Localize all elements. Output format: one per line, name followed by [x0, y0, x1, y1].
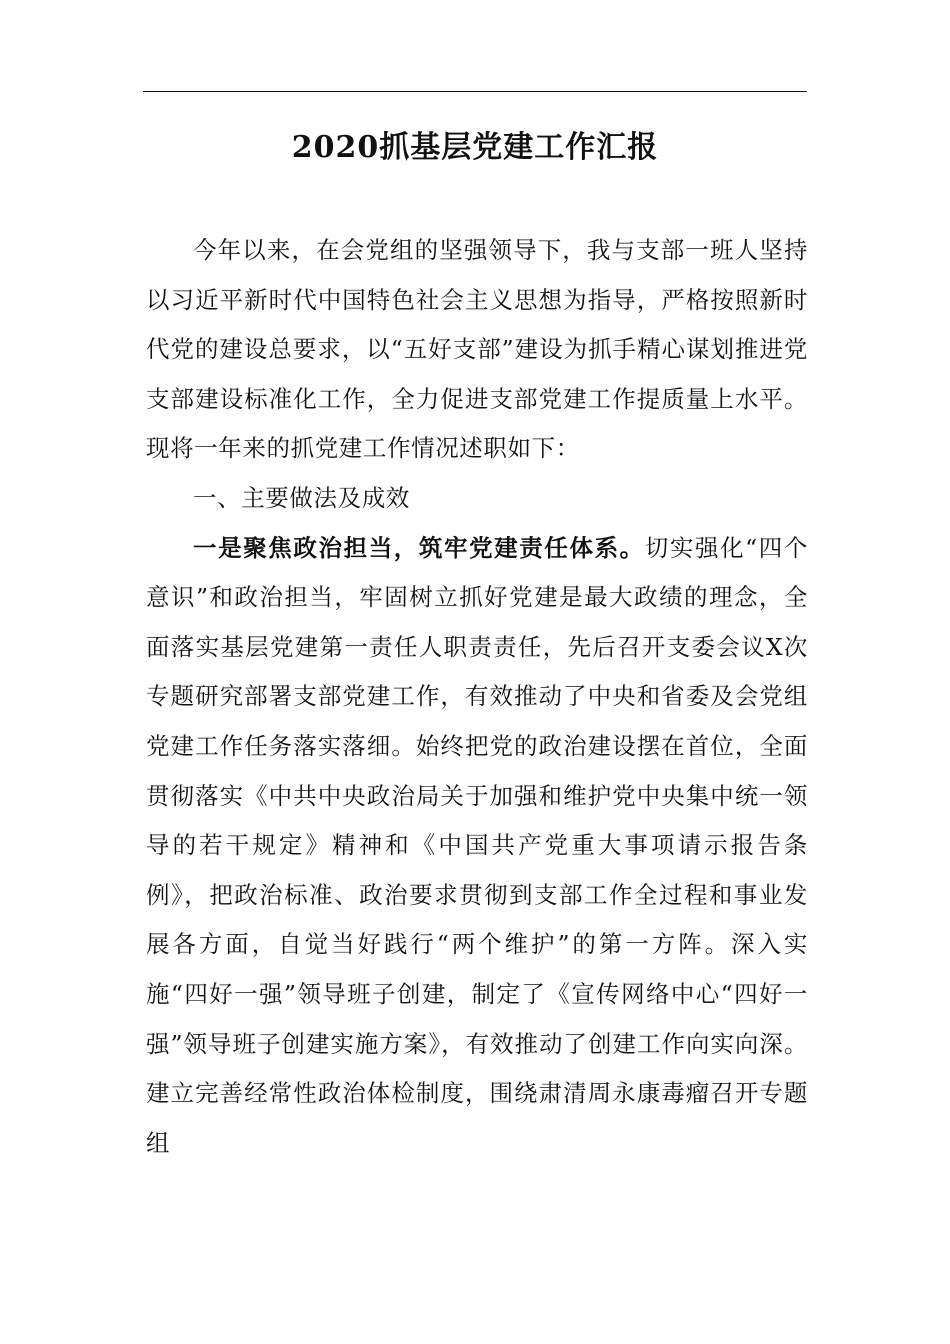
document-title: 2020抓基层党建工作汇报 — [291, 130, 659, 165]
point-one-paragraph — [146, 524, 808, 1169]
point-one-body: 切实强化“四个意识”和政治担当，牢固树立抓好党建是最大政绩的理念，全面落实基层党建第一责任人职责责任，先后召开支委会议X次专题研究部署支部党建工作，有效推动了中央和省委及会党组党建工作任务落实落细。始终把党的政治建设摆在首位，全面贯彻落实《中共中央政治局关于加强和维护党中央集中统一领导的若干规定》精神和《中国共产党重大事项请示报告条例》，把政治标准、政治要求贯彻到支部工作全过程和事业发展各方面，自觉当好践行“两个维护”的第一方阵。深入实施“四好一强”领导班子创建，制定了《宣传网络中心“四好一强”领导班子创建实施方案》，有效推动了创建工作向实向深。建立完善经常性政治体检制度，围绕肃清周永康毒瘤召开专题组 — [146, 533, 808, 1157]
header-rule — [143, 91, 807, 92]
document-body — [146, 226, 808, 1168]
section-heading: 一、主要做法及成效 — [193, 483, 410, 512]
intro-paragraph: 今年以来，在会党组的坚强领导下，我与支部一班人坚持以习近平新时代中国特色社会主义思想为指导，严格按照新时代党的建设总要求，以“五好支部”建设为抓手精心谋划推进党支部建设标准化工作，全力促进支部党建工作提质量上水平。现将一年来的抓党建工作情况述职如下： — [146, 236, 808, 463]
point-one-lead: 一是聚焦政治担当，筑牢党建责任体系。 — [193, 533, 645, 562]
